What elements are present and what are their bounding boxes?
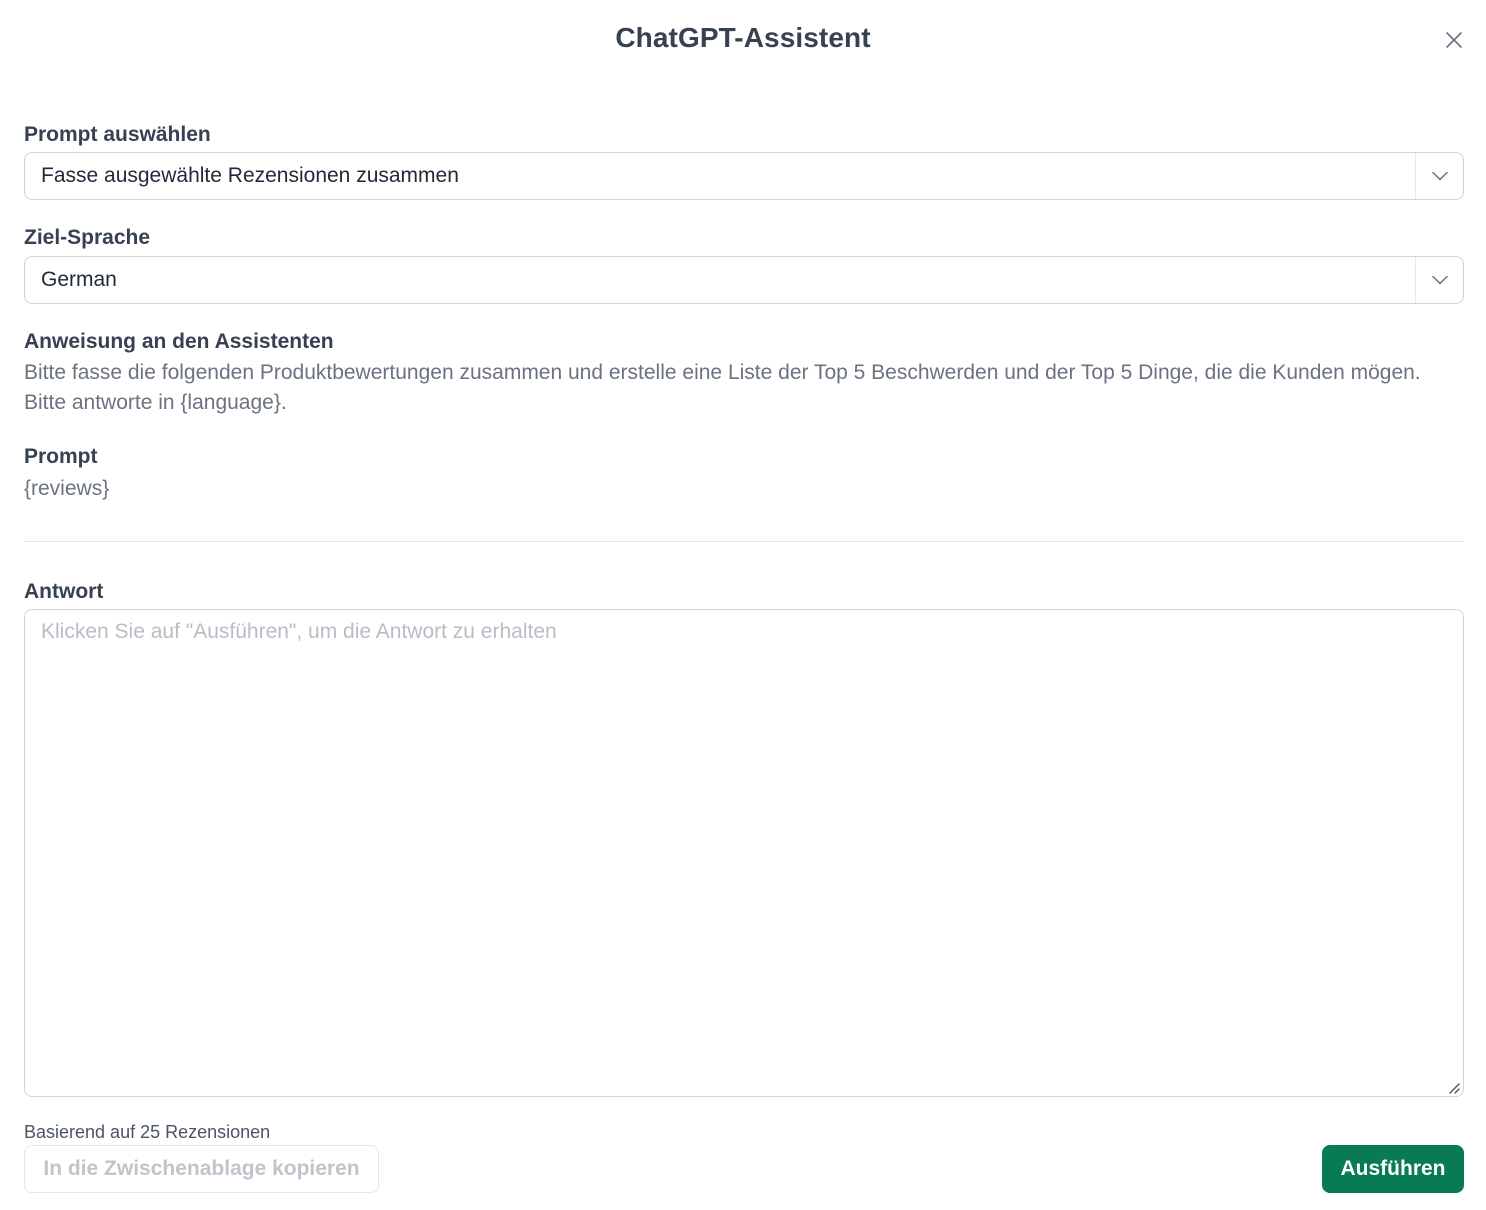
- instruction-text: Bitte fasse die folgenden Produktbewertungen zusammen und erstelle eine Liste der Top 5 Beschwerden und der Top 5 Dinge, die die Kunden mögen. Bitte antworte in {language}.: [24, 361, 1421, 414]
- dialog-title: ChatGPT-Assistent: [615, 22, 871, 53]
- prompt-select-label: Prompt auswählen: [24, 123, 211, 146]
- close-icon: [1445, 31, 1463, 49]
- language-select-label: Ziel-Sprache: [24, 226, 151, 249]
- prompt-label: Prompt: [24, 445, 98, 468]
- answer-label: Antwort: [24, 580, 104, 603]
- based-on-count: Basierend auf 25 Rezensionen: [24, 1122, 271, 1142]
- prompt-text: {reviews}: [24, 477, 110, 500]
- language-select-toggle[interactable]: [1415, 257, 1463, 303]
- language-select[interactable]: [24, 256, 1464, 304]
- instruction-label: Anweisung an den Assistenten: [24, 330, 334, 353]
- language-select-value: German: [41, 268, 117, 291]
- chevron-down-icon: [1432, 275, 1448, 285]
- resize-handle-icon[interactable]: [1445, 1079, 1461, 1095]
- close-button[interactable]: [1438, 24, 1470, 56]
- prompt-select-value: Fasse ausgewählte Rezensionen zusammen: [41, 164, 459, 187]
- answer-textarea[interactable]: [24, 609, 1464, 1097]
- chevron-down-icon: [1432, 171, 1448, 181]
- run-button[interactable]: Ausführen: [1322, 1145, 1464, 1193]
- section-divider: [24, 541, 1464, 542]
- copy-to-clipboard-button[interactable]: In die Zwischenablage kopieren: [24, 1145, 379, 1193]
- prompt-select[interactable]: [24, 152, 1464, 200]
- prompt-select-toggle[interactable]: [1415, 153, 1463, 199]
